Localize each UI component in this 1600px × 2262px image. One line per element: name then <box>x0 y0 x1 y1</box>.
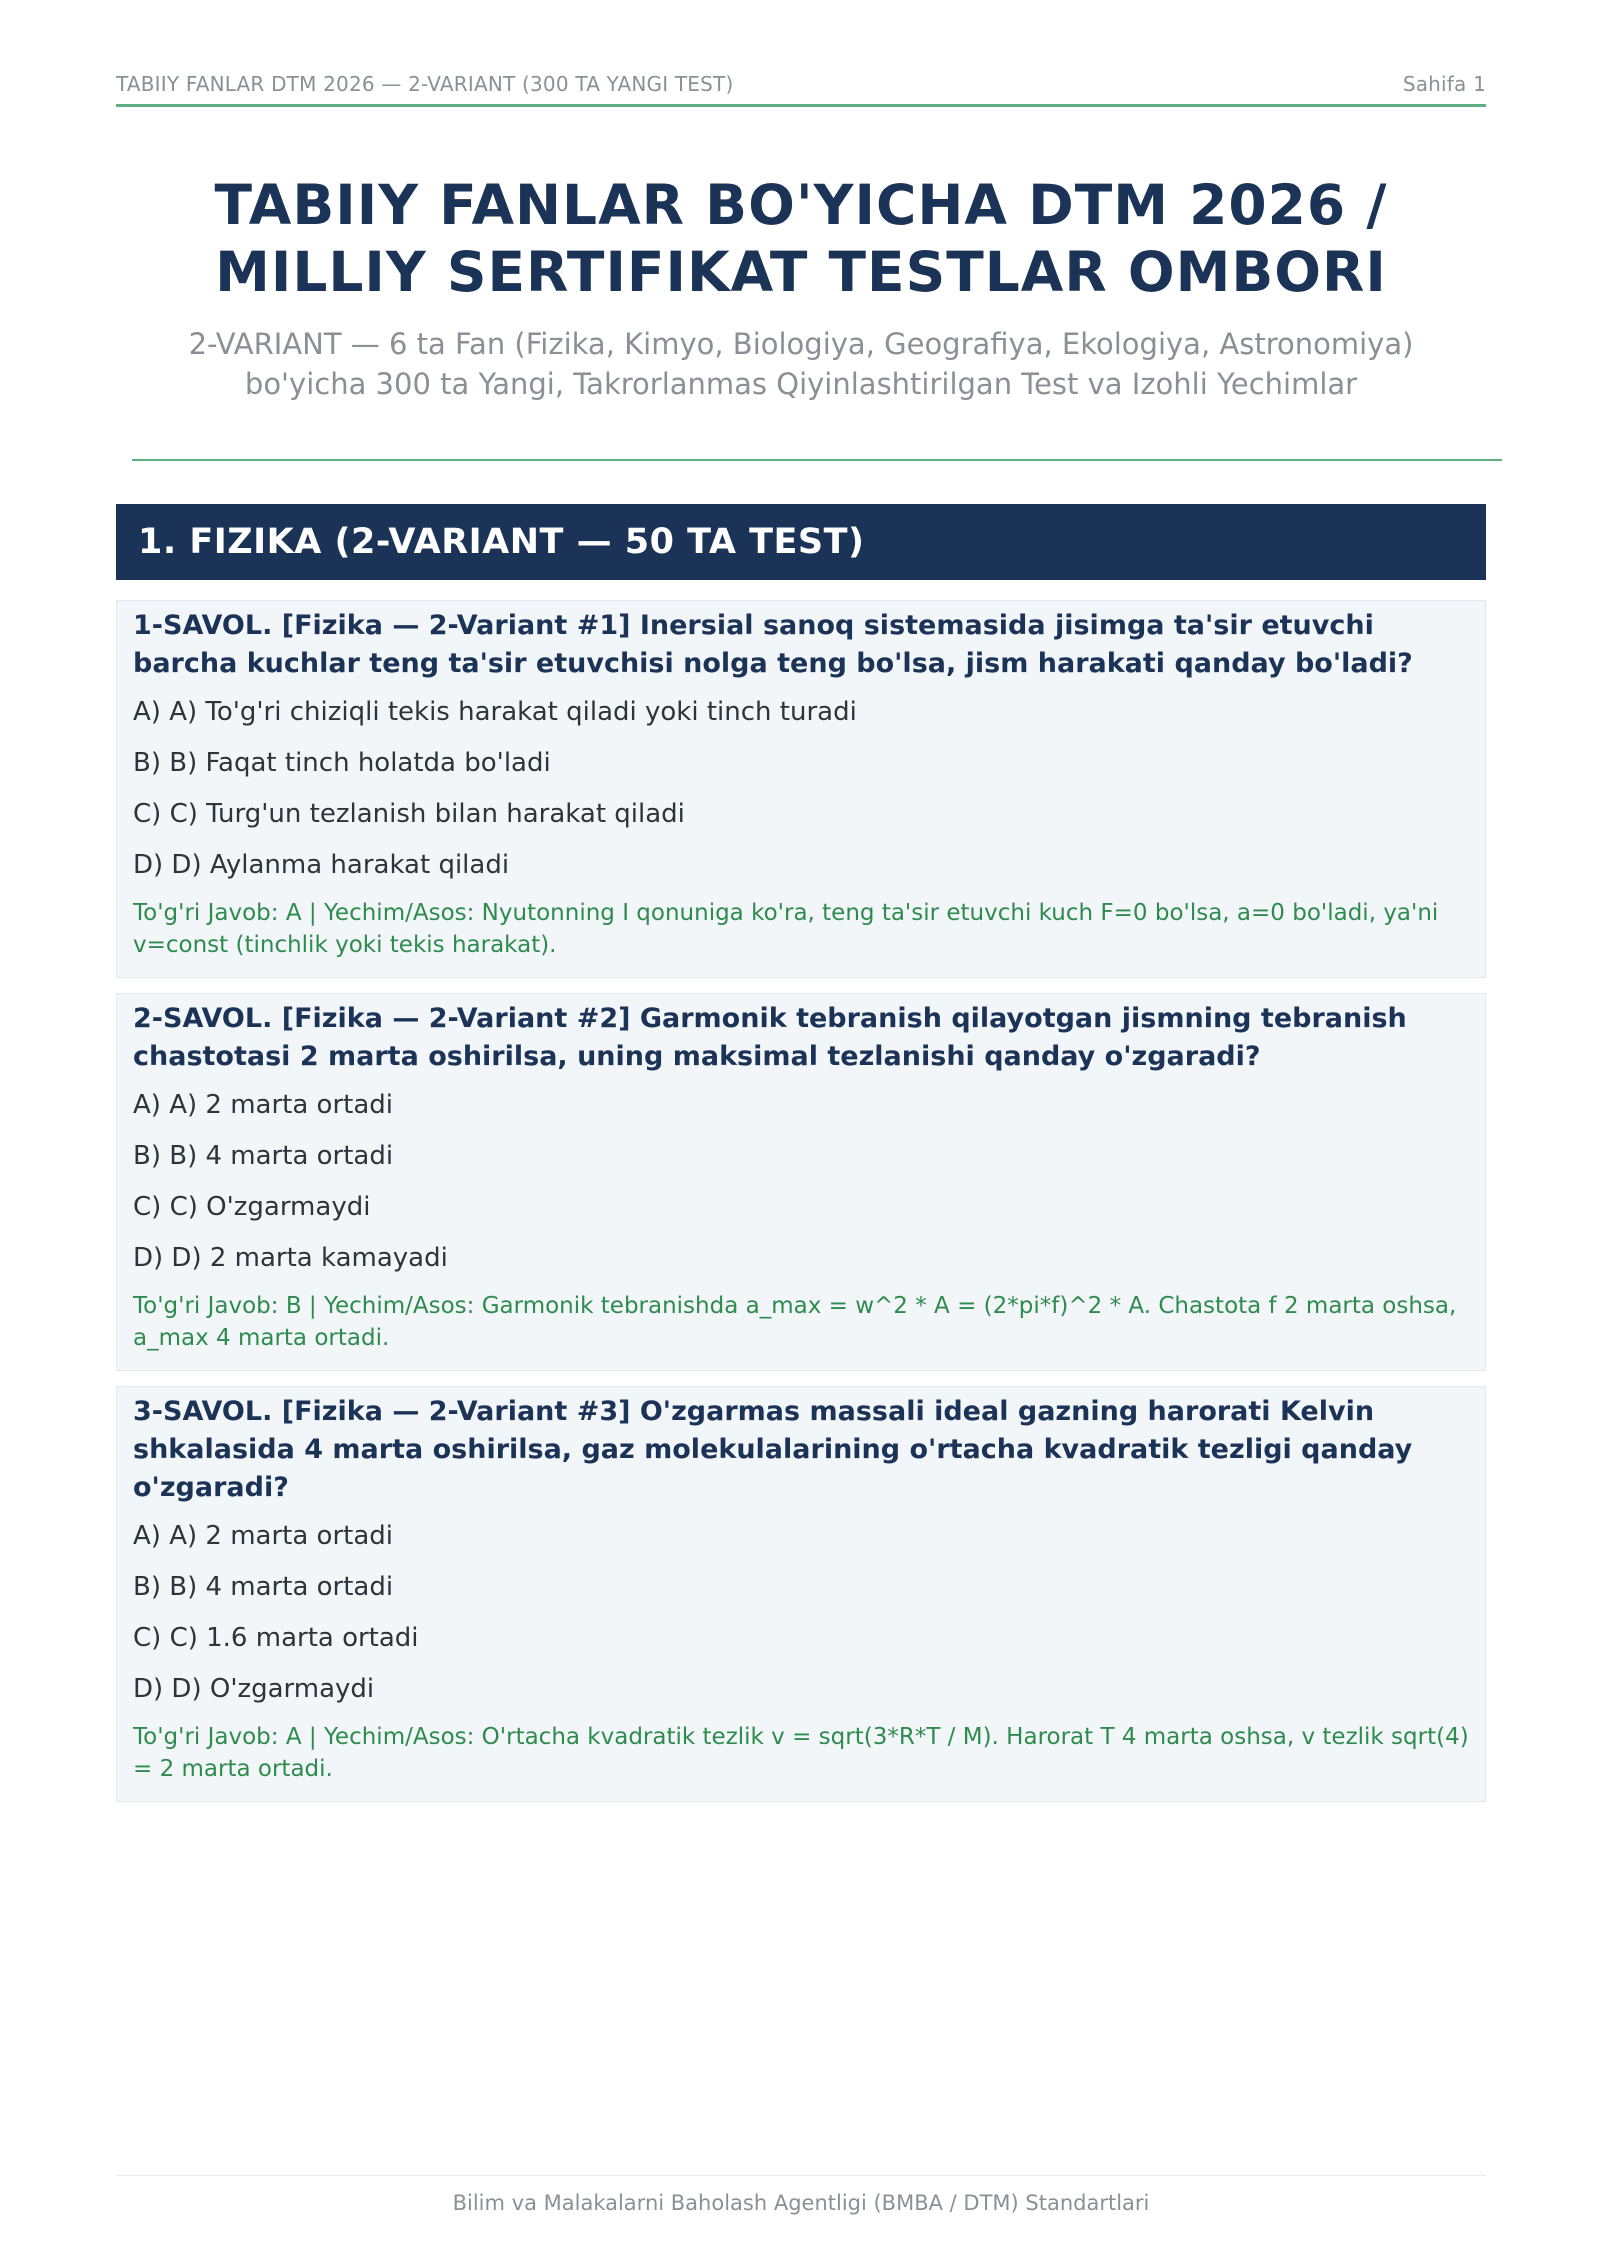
answer-option-b: B) B) 4 marta ortadi <box>133 1572 394 1602</box>
document-subtitle <box>116 324 1486 404</box>
page-footer: Bilim va Malakalarni Baholash Agentligi (BMBA / DTM) Standartlari <box>452 2191 1150 2215</box>
question-card <box>116 600 1486 978</box>
answer-option-c: C) C) 1.6 marta ortadi <box>133 1623 419 1653</box>
answer-option-d: D) D) 2 marta kamayadi <box>133 1243 448 1273</box>
footer-divider <box>116 2175 1486 2176</box>
answer-option-d: D) D) Aylanma harakat qiladi <box>133 850 510 880</box>
section-heading: 1. FIZIKA (2-VARIANT — 50 TA TEST) <box>116 504 1486 580</box>
question-text: 2-SAVOL. [Fizika — 2-Variant #2] Garmonik tebranish qilayotgan jismning tebranish chastotasi 2 marta oshirilsa, uning maksimal tezlanishi qanday o'zgaradi? <box>133 1003 1407 1072</box>
document-subtitle-line-1: 2-VARIANT — 6 ta Fan (Fizika, Kimyo, Biologiya, Geografiya, Ekologiya, Astronomiya) <box>188 327 1414 361</box>
answer-option-a: A) A) 2 marta ortadi <box>133 1521 393 1551</box>
question-card <box>116 993 1486 1371</box>
answer-option-a: A) A) To'g'ri chiziqli tekis harakat qiladi yoki tinch turadi <box>133 697 857 727</box>
question-card <box>116 1386 1486 1802</box>
running-header <box>116 72 1486 107</box>
answer-explanation: To'g'ri Javob: A | Yechim/Asos: O'rtacha kvadratik tezlik v = sqrt(3*R*T / M). Harorat T 4 marta oshsa, v tezlik sqrt(4) = 2 marta ortadi. <box>133 1724 1469 1782</box>
answer-option-d: D) D) O'zgarmaydi <box>133 1674 375 1704</box>
document-subtitle-line-2: bo'yicha 300 ta Yangi, Takrorlanmas Qiyinlashtirilgan Test va Izohli Yechimlar <box>244 367 1358 401</box>
document-title-line-2: MILLIY SERTIFIKAT TESTLAR OMBORI <box>215 240 1387 304</box>
answer-option-a: A) A) 2 marta ortadi <box>133 1090 393 1120</box>
answer-option-b: B) B) 4 marta ortadi <box>133 1141 394 1171</box>
answer-explanation: To'g'ri Javob: A | Yechim/Asos: Nyutonning I qonuniga ko'ra, teng ta'sir etuvchi kuch F=0 bo'lsa, a=0 bo'ladi, ya'ni v=const (tinchlik yoki tekis harakat). <box>133 900 1439 958</box>
document-page <box>116 0 1486 2262</box>
answer-option-c: C) C) O'zgarmaydi <box>133 1192 371 1222</box>
question-text: 1-SAVOL. [Fizika — 2-Variant #1] Inersial sanoq sistemasida jisimga ta'sir etuvchi barcha kuchlar teng ta'sir etuvchisi nolga teng bo'lsa, jism harakati qanday bo'ladi? <box>133 610 1413 679</box>
answer-explanation: To'g'ri Javob: B | Yechim/Asos: Garmonik tebranishda a_max = w^2 * A = (2*pi*f)^2 * A. Chastota f 2 marta oshsa, a_max 4 marta ortadi. <box>133 1293 1457 1351</box>
title-divider <box>132 459 1502 461</box>
running-title: TABIIY FANLAR DTM 2026 — 2-VARIANT (300 TA YANGI TEST) <box>116 72 734 96</box>
answer-option-b: B) B) Faqat tinch holatda bo'ladi <box>133 748 551 778</box>
page-number: Sahifa 1 <box>1402 72 1486 96</box>
document-title <box>116 172 1486 306</box>
document-title-line-1: TABIIY FANLAR BO'YICHA DTM 2026 / <box>214 173 1388 237</box>
question-text: 3-SAVOL. [Fizika — 2-Variant #3] O'zgarmas massali ideal gazning harorati Kelvin shkalasida 4 marta oshirilsa, gaz molekulalarining o'rtacha kvadratik tezligi qanday o'zgaradi? <box>133 1396 1413 1503</box>
answer-option-c: C) C) Turg'un tezlanish bilan harakat qiladi <box>133 799 685 829</box>
